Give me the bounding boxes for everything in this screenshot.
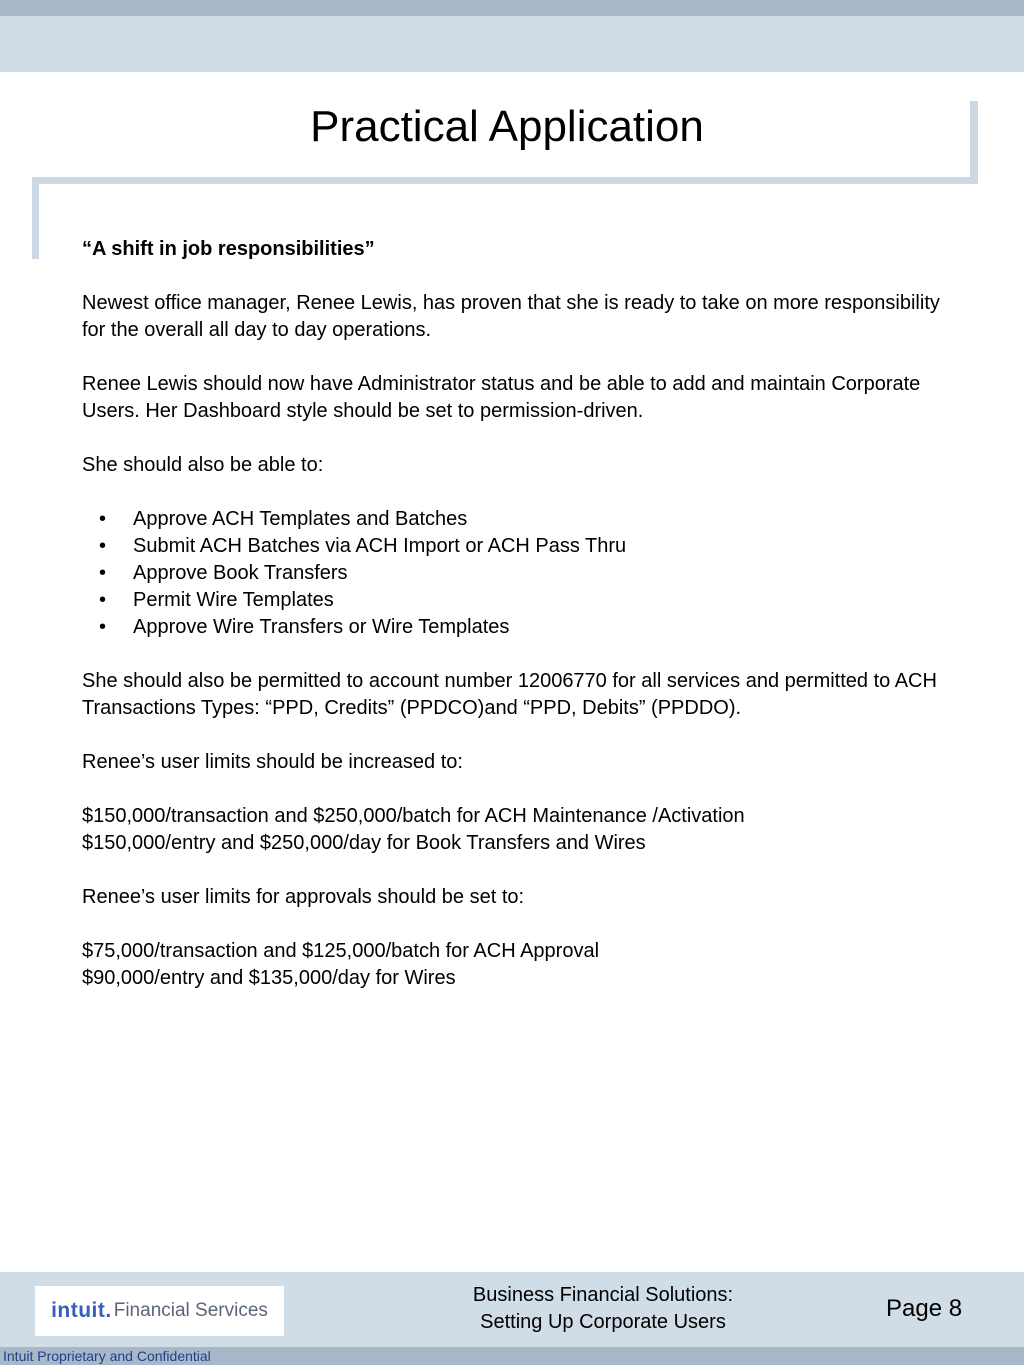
top-band-dark	[0, 0, 1024, 16]
footer-caption	[430, 1282, 776, 1336]
scenario-heading: “A shift in job responsibilities”	[82, 238, 375, 260]
list-item	[82, 560, 952, 587]
slide-content	[82, 236, 952, 992]
footer-line-2: Setting Up Corporate Users	[480, 1311, 726, 1333]
list-item-text: Submit ACH Batches via ACH Import or ACH Pass Thru	[133, 535, 627, 557]
bullet-marker: •	[99, 589, 107, 611]
list-item-text: Permit Wire Templates	[133, 589, 334, 611]
footer-line-1: Business Financial Solutions:	[472, 1284, 734, 1306]
bullet-marker: •	[99, 616, 107, 638]
intro-paragraph: Newest office manager, Renee Lewis, has proven that she is ready to take on more responsibility for the overall all day to day operations.	[82, 292, 940, 341]
account-paragraph: She should also be permitted to account number 12006770 for all services and permitted to ACH Transactions Types: “PPD, Credits” (PPDCO)and “PPD, Debits” (PPDDO).	[82, 670, 937, 719]
admin-paragraph: Renee Lewis should now have Administrator status and be able to add and maintain Corporate Users. Her Dashboard style should be set to permission-driven.	[82, 373, 921, 422]
approval-limit-line: $90,000/entry and $135,000/day for Wires	[82, 967, 456, 989]
page-number: Page 8	[886, 1295, 963, 1322]
confidential-notice: Intuit Proprietary and Confidential	[3, 1348, 211, 1364]
list-item	[82, 587, 952, 614]
logo-suffix: Financial Services	[113, 1300, 268, 1321]
limits-intro: Renee’s user limits should be increased to:	[82, 751, 463, 773]
approval-intro: Renee’s user limits for approvals should be set to:	[82, 886, 525, 908]
limit-line: $150,000/transaction and $250,000/batch for ACH Maintenance /Activation	[82, 805, 745, 827]
limit-line: $150,000/entry and $250,000/day for Book Transfers and Wires	[82, 832, 646, 854]
list-item-text: Approve ACH Templates and Batches	[133, 508, 468, 530]
abilities-list	[82, 506, 952, 641]
abilities-intro: She should also be able to:	[82, 454, 324, 476]
list-item-text: Approve Wire Transfers or Wire Templates	[133, 616, 510, 638]
intuit-logo	[35, 1286, 284, 1336]
list-item	[82, 614, 952, 641]
bullet-marker: •	[99, 535, 107, 557]
logo-brand: intuit.	[51, 1299, 112, 1322]
bullet-marker: •	[99, 562, 107, 584]
slide-title: Practical Application	[310, 102, 704, 151]
bullet-marker: •	[99, 508, 107, 530]
top-band	[0, 16, 1024, 72]
list-item-text: Approve Book Transfers	[133, 562, 348, 584]
title-frame-left	[32, 177, 39, 259]
list-item	[82, 533, 952, 560]
title-frame-underline	[32, 177, 978, 184]
approval-limit-line: $75,000/transaction and $125,000/batch for ACH Approval	[82, 940, 600, 962]
list-item	[82, 506, 952, 533]
